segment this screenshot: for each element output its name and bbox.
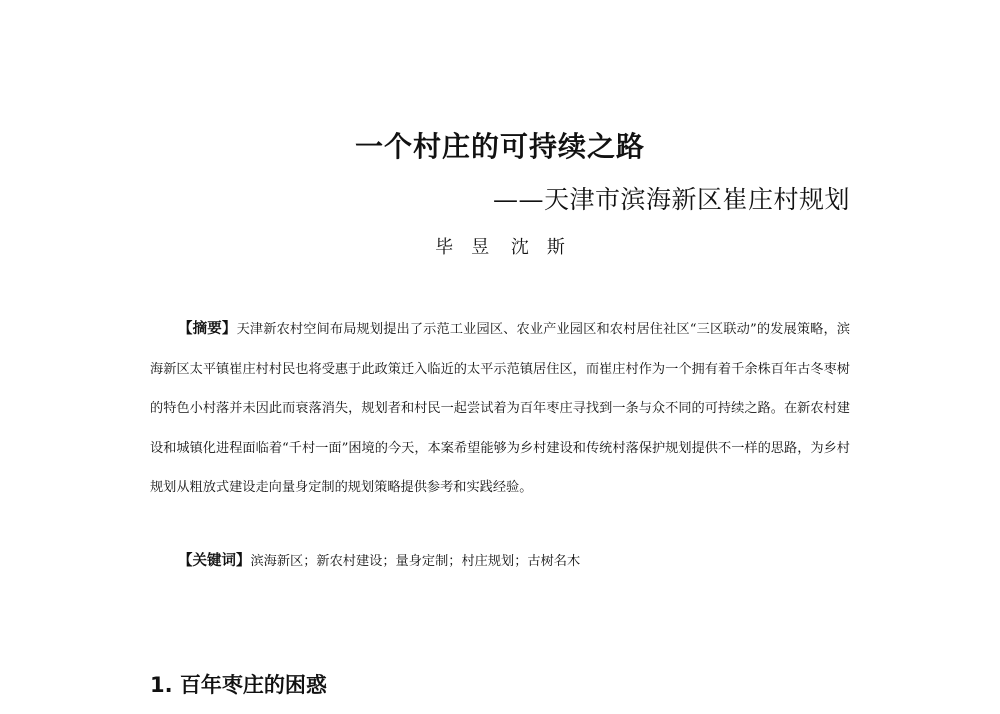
author-name: 沈 斯 (510, 237, 565, 258)
abstract-label: 【摘要】 (178, 321, 237, 337)
author-name: 毕 昱 (435, 237, 490, 258)
author-list (0, 234, 1000, 262)
keywords-paragraph (150, 542, 850, 582)
keywords-label: 【关键词】 (178, 553, 251, 569)
abstract-paragraph (150, 310, 850, 508)
paper-subtitle: ——天津市滨海新区崔庄村规划 (492, 185, 850, 214)
abstract-text: 天津新农村空间布局规划提出了示范工业园区、农业产业园区和农村居住社区“三区联动”的发展策略，滨海新区太平镇崔庄村村民也将受惠于此政策迁入临近的太平示范镇居住区，而崔庄村作为一个拥有着千余株百年古冬枣树的特色小村落并未因此而衰落消失，规划者和村民一起尝试着为百年枣庄寻找到一条与众不同的可持续之路。在新农村建设和城镇化进程面临着“千村一面”困境的今天，本案希望能够为乡村建设和传统村落保护规划提供不一样的思路，为乡村规划从粗放式建设走向量身定制的规划策略提供参考和实践经验。 (150, 322, 851, 495)
keywords-text: 滨海新区；新农村建设；量身定制；村庄规划；古树名木 (250, 554, 581, 569)
paper-title: 一个村庄的可持续之路 (354, 130, 645, 163)
section-heading: 1. 百年枣庄的困惑 (150, 673, 327, 697)
